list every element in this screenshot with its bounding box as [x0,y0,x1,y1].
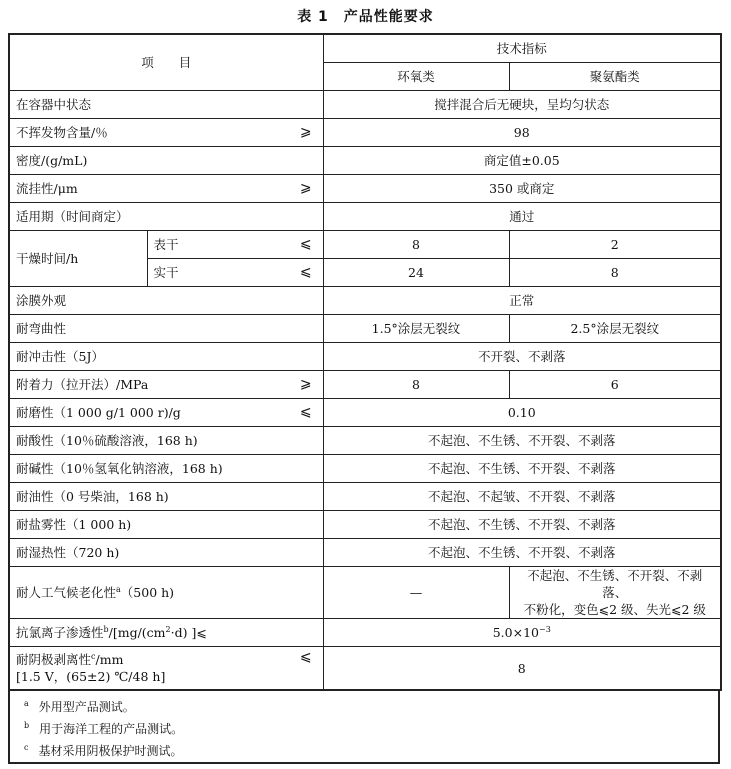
row-value-epoxy: — [323,567,509,619]
row-value: 98 [323,119,721,147]
row-label [9,567,323,619]
row-value-epoxy: 1.5°涂层无裂纹 [323,315,509,343]
table-row [9,147,721,175]
unit-exponent: 2 [165,624,171,634]
row-label: 耐磨性（1 000 g/1 000 r)/g [9,399,289,427]
table-row [9,511,721,539]
row-label-unit: /mm [95,652,124,667]
row-label: 密度/(g/mL) [9,147,323,175]
table-row [9,371,721,399]
row-value: 商定值±0.05 [323,147,721,175]
row-symbol: ⩽ [289,399,323,427]
row-label: 耐弯曲性 [9,315,323,343]
row-value-pu: 8 [509,259,721,287]
footnote-b [24,720,184,737]
row-label: 在容器中状态 [9,91,323,119]
row-value-line2: 不粉化，变色⩽2 级、失光⩽2 级 [523,602,706,617]
performance-table [8,33,722,691]
table-row [9,91,721,119]
header-row [9,34,721,63]
footnotes [8,690,720,764]
footnote-mark: a [24,699,29,708]
row-label [9,619,323,647]
row-value-epoxy: 8 [323,231,509,259]
row-value-line1: 不起泡、不生锈、不开裂、不剥落、 [527,568,703,600]
footnote-mark: c [24,743,29,752]
footnote-text: 基材采用阴极保护时测试。 [38,744,183,758]
row-value-pu: 2 [509,231,721,259]
footnote-mark: b [24,721,30,730]
table-row [9,287,721,315]
row-label-unit: /[mg/(cm [108,625,166,640]
row-value: 不起泡、不生锈、不开裂、不剥落 [323,427,721,455]
row-value-pu: 6 [509,371,721,399]
row-value: 搅拌混合后无硬块，呈均匀状态 [323,91,721,119]
table-row [9,231,721,259]
row-label-main: 抗氯离子渗透性 [16,625,104,640]
row-value: 不起泡、不生锈、不开裂、不剥落 [323,511,721,539]
table-title: 表 1 产品性能要求 [297,9,434,25]
row-label-unit-end: ·d) ]⩽ [170,625,207,640]
row-value-epoxy: 24 [323,259,509,287]
footnote-text: 用于海洋工程的产品测试。 [39,722,184,736]
row-label-cond: [1.5 V，(65±2) ℃/48 h] [16,669,166,684]
row-symbol: ⩾ [289,175,323,203]
table-row [9,343,721,371]
row-label: 耐湿热性（720 h) [9,539,323,567]
row-value: 正常 [323,287,721,315]
row-label: 不挥发物含量/％ [9,119,289,147]
row-value-base: 5.0×10 [492,625,539,640]
row-label: 附着力（拉开法）/MPa [9,371,289,399]
row-label: 适用期（时间商定） [9,203,323,231]
table-row [9,119,721,147]
footnote-ref: b [103,624,109,634]
table-row [9,619,721,647]
row-value: 不开裂、不剥落 [323,343,721,371]
row-sublabel: 实干 [147,259,289,287]
row-label: 干燥时间/h [9,231,147,287]
row-label: 耐盐雾性（1 000 h) [9,511,323,539]
table-row [9,427,721,455]
row-symbol: ⩽ [289,231,323,259]
row-value: 不起泡、不生锈、不开裂、不剥落 [323,539,721,567]
row-value: 350 或商定 [323,175,721,203]
row-value-exponent: −3 [538,624,551,634]
footnote-text: 外用型产品测试。 [38,700,135,714]
table-row [9,483,721,511]
table-row [9,567,721,619]
header-col1: 环氧类 [323,63,509,91]
row-value: 8 [323,647,721,691]
row-value [323,619,721,647]
row-value: 通过 [323,203,721,231]
row-symbol: ⩾ [289,371,323,399]
row-sublabel: 表干 [147,231,289,259]
row-value: 不起泡、不生锈、不开裂、不剥落 [323,455,721,483]
row-symbol: ⩾ [289,119,323,147]
footnote-ref: c [91,651,96,661]
row-label: 耐冲击性（5J） [9,343,323,371]
row-symbol: ⩽ [289,259,323,287]
row-value: 不起泡、不起皱、不开裂、不剥落 [323,483,721,511]
table-row [9,175,721,203]
row-symbol: ⩽ [289,647,323,691]
footnote-ref: a [116,584,121,594]
row-label: 涂膜外观 [9,287,323,315]
header-tech: 技术指标 [323,34,721,63]
header-col2: 聚氨酯类 [509,63,721,91]
row-label: 耐油性（0 号柴油，168 h) [9,483,323,511]
table-row [9,203,721,231]
table-row [9,455,721,483]
table-row [9,647,721,691]
row-label: 耐碱性（10％氢氧化钠溶液，168 h) [9,455,323,483]
row-value-pu: 2.5°涂层无裂纹 [509,315,721,343]
footnote-c [24,742,183,759]
row-label-main: 耐阴极剥离性 [16,652,92,667]
row-value: 0.10 [323,399,721,427]
row-label-cond: （500 h) [120,585,175,600]
row-label: 流挂性/μm [9,175,289,203]
table-row [9,539,721,567]
row-label-main: 耐人工气候老化性 [16,585,117,600]
row-value-pu [509,567,721,619]
header-item: 项 目 [9,34,323,91]
row-label: 耐酸性（10％硫酸溶液，168 h) [9,427,323,455]
footnote-a [24,698,135,715]
table-row [9,315,721,343]
row-label [9,647,289,691]
table-row [9,399,721,427]
row-value-epoxy: 8 [323,371,509,399]
